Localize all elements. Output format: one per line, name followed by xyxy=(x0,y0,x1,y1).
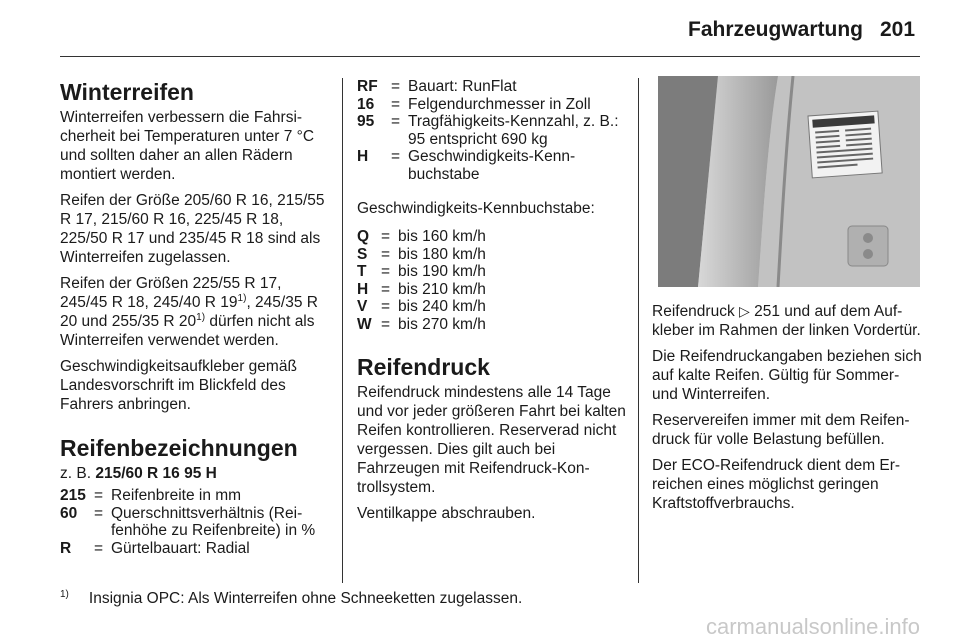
paragraph xyxy=(652,302,924,340)
def-eq: = xyxy=(94,487,104,504)
def-key: 60 xyxy=(60,504,78,522)
text: dürfen nicht als Winterreifen verwendet werden. xyxy=(60,313,315,349)
text: 251 und auf dem Aufkleber im Rahmen der linken Vordertür. xyxy=(652,303,921,339)
speed-intro: Geschwindigkeits-Kennbuchstabe: xyxy=(357,200,595,217)
paragraph: Der ECO-Reifendruck dient dem Erreichen eines möglichst geringen Kraftstoffverbrauchs. xyxy=(652,457,901,512)
definition-row xyxy=(60,505,330,540)
column-divider-2 xyxy=(638,78,639,583)
speed-key: Q xyxy=(357,228,370,245)
speed-eq: = xyxy=(381,263,391,280)
def-eq: = xyxy=(94,539,104,557)
speed-row xyxy=(357,263,627,281)
def-value: Reifenbreite in mm xyxy=(111,487,242,504)
arrow-ref-icon: ▷ xyxy=(739,303,750,319)
def-value: Bauart: RunFlat xyxy=(408,78,517,95)
speed-key: T xyxy=(357,263,367,280)
speed-key: W xyxy=(357,315,372,333)
speed-value: bis 190 km/h xyxy=(398,263,486,280)
speed-row xyxy=(357,316,627,334)
definition-list xyxy=(357,78,627,183)
footnote-marker: 1) xyxy=(60,588,69,600)
door-frame-illustration xyxy=(658,76,920,287)
header-divider xyxy=(60,56,920,57)
text: Reifendruck xyxy=(652,303,740,320)
example-line xyxy=(60,464,330,483)
def-value: Gürtelbauart: Radial xyxy=(111,539,250,557)
definition-row xyxy=(357,78,627,96)
definition-row xyxy=(357,113,627,148)
section-title: Fahrzeugwartung xyxy=(688,18,864,41)
definition-row xyxy=(60,487,330,505)
def-key: 16 xyxy=(357,95,375,113)
column-1 xyxy=(60,78,330,557)
page-number: 201 xyxy=(880,18,916,41)
paragraph: Winterreifen verbessern die Fahrsicherheit bei Temperaturen unter 7 °C und sollten daher an allen Rädern montiert werden. xyxy=(60,109,315,183)
heading-winterreifen: Winterreifen xyxy=(60,79,194,105)
paragraph: Reifendruck mindestens alle 14 Tage und vor jeder größeren Fahrt bei kalten Reifen kontrollieren. Reserverad nicht vergessen. Dies gilt auch bei Fahrzeugen mit Reifendruck-Kontrollsystem. xyxy=(357,384,626,496)
speed-eq: = xyxy=(381,245,391,263)
paragraph: Reifen der Größe 205/60 R 16, 215/55 R 17, 215/60 R 16, 225/45 R 18, 225/50 R 17 und 235/45 R 18 sind als Winterreifen zugelassen. xyxy=(60,192,325,266)
speed-row xyxy=(357,246,627,264)
footnote-ref: 1) xyxy=(196,311,206,323)
footnote-ref: 1) xyxy=(237,292,247,304)
heading-reifenbezeichnungen: Reifenbezeichnungen xyxy=(60,435,298,461)
speed-value: bis 210 km/h xyxy=(398,280,486,298)
speed-list xyxy=(357,228,627,333)
paragraph: Reservereifen immer mit dem Reifendruck für volle Belastung befüllen. xyxy=(652,412,910,448)
paragraph: Ventilkappe abschrauben. xyxy=(357,505,536,522)
column-divider-1 xyxy=(342,78,343,583)
speed-value: bis 240 km/h xyxy=(398,298,486,315)
speed-key: V xyxy=(357,298,368,315)
def-key: RF xyxy=(357,78,378,95)
text: Reifen der Größen 225/55 R 17, 245/45 R 18, 245/40 R 19 xyxy=(60,275,282,311)
speed-eq: = xyxy=(381,228,391,245)
speed-eq: = xyxy=(381,315,391,333)
def-key: H xyxy=(357,148,369,165)
def-key: 95 xyxy=(357,113,375,130)
example-value: 215/60 R 16 95 H xyxy=(95,465,217,482)
definition-row xyxy=(357,148,627,183)
def-key: R xyxy=(60,539,72,557)
watermark: carmanualsonline.info xyxy=(705,614,920,639)
def-value: Querschnittsverhältnis (Reifenhöhe zu Reifenbreite) in % xyxy=(111,504,316,539)
speed-value: bis 180 km/h xyxy=(398,245,486,263)
heading-reifendruck: Reifendruck xyxy=(357,354,490,380)
def-value: Tragfähigkeits-Kennzahl, z. B.: 95 entspricht 690 kg xyxy=(408,113,619,148)
def-eq: = xyxy=(391,95,401,113)
paragraph xyxy=(60,274,330,350)
speed-eq: = xyxy=(381,280,391,298)
def-value: Geschwindigkeits-Kennbuchstabe xyxy=(408,148,576,183)
speed-row xyxy=(357,298,627,316)
def-key: 215 xyxy=(60,487,86,504)
speed-value: bis 270 km/h xyxy=(398,315,486,333)
speed-key: S xyxy=(357,245,368,263)
speed-value: bis 160 km/h xyxy=(398,228,486,245)
def-value: Felgendurchmesser in Zoll xyxy=(408,95,591,113)
door-frame-sticker-photo xyxy=(658,76,920,287)
example-prefix: z. B. xyxy=(60,465,96,482)
footnote xyxy=(60,590,522,608)
paragraph: Die Reifendruckangaben beziehen sich auf kalte Reifen. Gültig für Sommer- und Winterreifen. xyxy=(652,348,922,403)
speed-row xyxy=(357,281,627,299)
speed-row xyxy=(357,228,627,246)
speed-key: H xyxy=(357,280,369,298)
def-eq: = xyxy=(94,504,104,522)
def-eq: = xyxy=(391,78,401,95)
column-2 xyxy=(357,78,627,530)
text: , 245/35 R 20 und 255/35 R 20 xyxy=(60,294,318,330)
footnote-text: Insignia OPC: Als Winterreifen ohne Schneeketten zugelassen. xyxy=(88,590,523,607)
def-eq: = xyxy=(391,113,401,130)
def-eq: = xyxy=(391,148,401,165)
definition-row xyxy=(60,540,330,558)
column-3 xyxy=(652,302,924,520)
definition-row xyxy=(357,96,627,114)
paragraph: Geschwindigkeitsaufkleber gemäß Landesvorschrift im Blickfeld des Fahrers anbringen. xyxy=(60,358,297,413)
speed-eq: = xyxy=(381,298,391,315)
definition-list xyxy=(60,487,330,557)
